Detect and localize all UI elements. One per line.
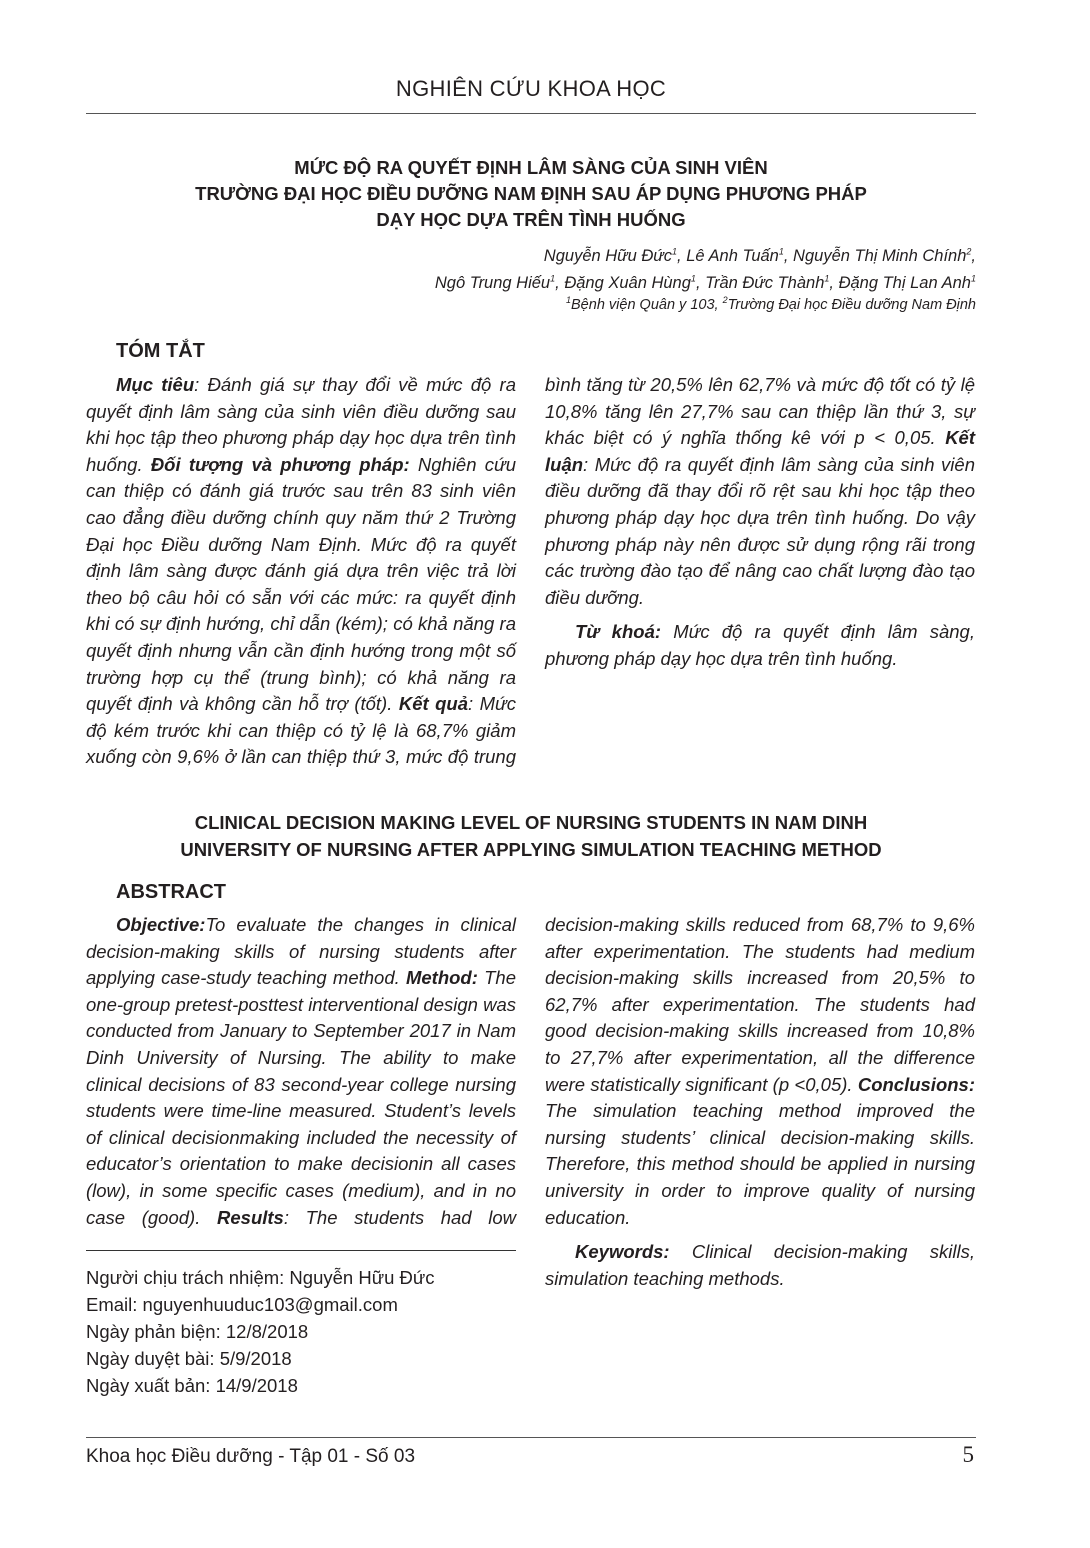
conclusions-text: The simulation teaching method improved the nursing students’ clinical decision-making skills. Therefore, this method should be applied in nursing university in order to improve quality of nursing education. [545, 1100, 975, 1228]
running-header: NGHIÊN CỨU KHOA HỌC [395, 76, 667, 101]
english-title [86, 809, 976, 863]
author-affil-mark: 1 [550, 273, 556, 284]
author-name: Nguyễn Thị Minh Chính [793, 247, 967, 265]
affil-mark: 1 [566, 295, 572, 306]
author-name: Lê Anh Tuấn [686, 247, 779, 265]
author-name: Đặng Xuân Hùng [564, 274, 691, 292]
affil-mark: 2 [722, 295, 728, 306]
footnote-email: Email: nguyenhuuduc103@gmail.com [86, 1294, 398, 1315]
vn-keywords-label: Từ khoá: [575, 621, 662, 643]
muc-tieu-text: : Đánh giá sự thay đổi về mức độ ra quyết định lâm sàng của sinh viên điều dưỡng sau khi học tập theo phương pháp dạy học dựa trên tình huống. [86, 374, 516, 475]
title-line: TRƯỜNG ĐẠI HỌC ĐIỀU DƯỠNG NAM ĐỊNH SAU ÁP DỤNG PHƯƠNG PHÁP [195, 183, 867, 204]
author-line: Ngô Trung Hiếu$^1$, Đặng Xuân Hùng$^1$, Trần Đức Thành$^1$, Đặng Thị Lan Anh$^1$ [434, 273, 976, 292]
header-rule [86, 113, 976, 114]
ket-luan-label: Kết luận [545, 427, 975, 475]
en-keywords-label: Keywords: [575, 1241, 670, 1263]
en-abstract-col-left [86, 912, 516, 1231]
objective-text: To evaluate the changes in clinical decision-making skills of nursing students after applying case-study teaching method. [86, 914, 516, 989]
vn-abstract-col-right [545, 372, 975, 673]
affiliations: $^1$Bệnh viện Quân y 103, $^2$Trường Đại học Điều dưỡng Nam Định [566, 295, 976, 313]
results-text: decision-making skills reduced from 68,7% to 9,6% after experimentation. The students had medium decision-making skills increased from 20,5% to 62,7% after experimentation. The students had good decision-making skills increased from 10,8% to 27,7% after experimentation, all the difference were statistically significant (p <0,05). [545, 914, 975, 1095]
footnote-publication-date: Ngày xuất bản: 14/9/2018 [86, 1375, 298, 1396]
doi-tuong-text: Nghiên cứu can thiệp có đánh giá trước sau trên 83 sinh viên cao đẳng điều dưỡng chính quy năm thứ 2 Trường Đại học Điều dưỡng Nam Định. Mức độ ra quyết định lâm sàng được đánh giá dựa trên việc trả lời theo bộ câu hỏi có sẵn với các mức: ra quyết định khi có sự định hướng, chỉ dẫn (kém); có khả năng ra quyết định nhưng vẫn cần định hướng trong một số trường hợp cụ thể (trung bình); có khả năng ra quyết định và không cần hỗ trợ (tốt). [86, 453, 516, 715]
author-list [216, 243, 976, 297]
vn-abstract-heading: TÓM TẮT [116, 340, 205, 362]
author-affil-mark: 1 [672, 246, 678, 257]
title-line: DẠY HỌC DỰA TRÊN TÌNH HUỐNG [376, 209, 686, 230]
doi-tuong-label: Đối tượng và phương pháp: [150, 453, 410, 475]
author-affil-mark: 1 [970, 273, 976, 284]
footnote-corresponding-author: Người chịu trách nhiệm: Nguyễn Hữu Đức [86, 1267, 435, 1288]
article-title [86, 155, 976, 233]
author-affil-mark: 1 [824, 273, 830, 284]
author-affil-mark: 1 [778, 246, 784, 257]
vn-abstract-col-left [86, 372, 516, 771]
ket-qua-label: Kết quả [398, 693, 468, 715]
author-affil-mark: 2 [966, 246, 972, 257]
author-name: Ngô Trung Hiếu [434, 274, 551, 292]
author-name: Đặng Thị Lan Anh [838, 274, 971, 292]
vn-keywords-text: Mức độ ra quyết định lâm sàng, phương pháp dạy học dựa trên tình huống. [545, 621, 975, 669]
muc-tieu-label: Mục tiêu [116, 374, 195, 395]
results-text: : The students had low [283, 1206, 516, 1228]
method-label: Method: [405, 967, 478, 989]
author-name: Trần Đức Thành [705, 274, 825, 292]
conclusions-label: Conclusions: [857, 1073, 975, 1095]
en-keywords [545, 1239, 975, 1292]
en-abstract-paragraph [86, 912, 516, 1231]
english-title-line: CLINICAL DECISION MAKING LEVEL OF NURSING STUDENTS IN NAM DINH [194, 812, 868, 833]
author-name: Nguyễn Hữu Đức [543, 247, 673, 265]
footer-rule [86, 1437, 976, 1438]
author-line: Nguyễn Hữu Đức$^1$, Lê Anh Tuấn$^1$, Nguyễn Thị Minh Chính$^2$, [543, 246, 976, 265]
en-keywords-text: Clinical decision-making skills, simulation teaching methods. [545, 1241, 975, 1289]
journal-footer: Khoa học Điều dưỡng - Tập 01 - Số 03 [86, 1446, 416, 1467]
ket-qua-text: : Mức độ kém trước khi can thiệp có tỷ lệ là 68,7% giảm xuống còn 9,6% ở lần can thiệp thứ 3, mức độ trung [86, 693, 516, 768]
title-line: MỨC ĐỘ RA QUYẾT ĐỊNH LÂM SÀNG CỦA SINH VIÊN [294, 157, 768, 178]
method-text: The one-group pretest-posttest interventional design was conducted from January to September 2017 in Nam Dinh University of Nursing. The ability to make clinical decisions of 83 second-year college nursing students were time-line measured. Student’s levels of clinical decisionmaking included the necessity of educator’s orientation to make decisionin all cases (low), in some specific cases (medium), and in no case (good). [86, 967, 516, 1228]
footnote-rule [86, 1250, 516, 1251]
footnote-review-date: Ngày phản biện: 12/8/2018 [86, 1321, 309, 1342]
en-abstract-col-right [545, 912, 975, 1292]
objective-label: Objective: [116, 914, 206, 935]
vn-keywords [545, 619, 975, 672]
english-title-line: UNIVERSITY OF NURSING AFTER APPLYING SIMULATION TEACHING METHOD [180, 839, 882, 860]
footnotes [86, 1264, 526, 1399]
vn-abstract-paragraph-continued [545, 372, 975, 611]
ket-luan-text: : Mức độ ra quyết định lâm sàng của sinh viên điều dưỡng đã thay đổi rõ rệt sau khi học tập theo phương pháp dạy học dựa trên tình huống. Do vậy phương pháp này nên được sử dụng rộng rãi trong các trường đào tạo để nâng cao chất lượng đào tạo điều dưỡng. [545, 453, 975, 608]
affil-name: Bệnh viện Quân y 103 [571, 297, 715, 313]
en-abstract-paragraph-continued [545, 912, 975, 1231]
ket-qua-text: bình tăng từ 20,5% lên 62,7% và mức độ tốt có tỷ lệ 10,8% tăng lên 27,7% sau can thiệp lần thứ 3, sự khác biệt có ý nghĩa thống kê với p < 0,05. [545, 374, 975, 449]
affil-name: Trường Đại học Điều dưỡng Nam Định [727, 297, 976, 313]
page-number: 5 [962, 1442, 974, 1467]
results-label: Results [217, 1206, 284, 1228]
vn-abstract-paragraph [86, 372, 516, 771]
en-abstract-heading: ABSTRACT [116, 881, 226, 903]
footnote-approval-date: Ngày duyệt bài: 5/9/2018 [86, 1348, 292, 1369]
author-affil-mark: 1 [690, 273, 696, 284]
